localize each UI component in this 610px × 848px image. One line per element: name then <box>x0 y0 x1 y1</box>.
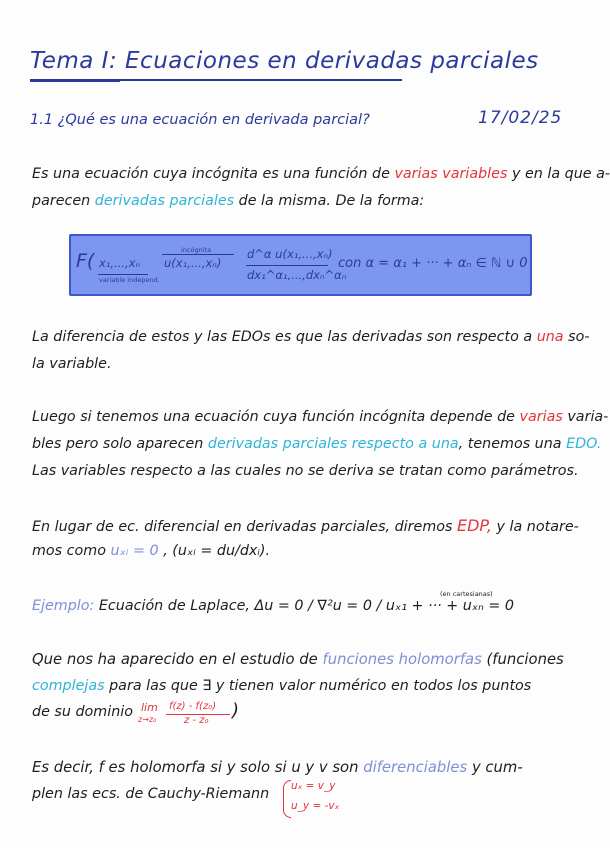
p3-text2-mid: , tenemos una <box>458 436 562 452</box>
p4-highlight-notation: uₓᵢ = 0 <box>110 543 159 559</box>
p6-text-end: y cum- <box>471 759 523 776</box>
limit-lim: lim <box>141 701 158 714</box>
p1-text2: parecen <box>32 193 91 209</box>
p6-line1 <box>32 759 523 776</box>
page-title: Tema I: Ecuaciones en derivadas parciales <box>30 48 539 74</box>
cr-equation-2: u_y = -vₓ <box>291 800 340 812</box>
limit-numerator: f(z) - f(z₀) <box>169 701 217 712</box>
p4-text-end: y la notare- <box>496 519 579 535</box>
formula-over-u: incógnita <box>181 246 212 254</box>
p2-text-end: so- <box>568 329 590 345</box>
p6-text: Es decir, f es holomorfa si y solo si u y v son <box>32 759 359 776</box>
p1-text2-end: de la misma. De la forma: <box>238 193 425 209</box>
limit-sub: z→z₀ <box>138 715 157 724</box>
p2-line2: la variable. <box>32 356 112 372</box>
title-underline-accent <box>30 81 120 82</box>
p1-text: Es una ecuación cuya incógnita es una función de <box>32 166 390 182</box>
limit-close-paren: ) <box>232 700 240 721</box>
date-label: 17/02/25 <box>478 108 563 128</box>
formula-u-term: u(x₁,...,xₙ) <box>164 256 222 270</box>
p3-highlight-derivadas: derivadas parciales respecto a una <box>207 436 459 452</box>
p6-line2: plen las ecs. de Cauchy-Riemann <box>32 786 270 802</box>
p4-line1 <box>32 516 579 535</box>
p3-line2 <box>32 436 601 452</box>
formula-underline-x <box>98 274 148 275</box>
p5-line2 <box>32 678 531 694</box>
p3-text: Luego si tenemos una ecuación cuya función incógnita depende de <box>32 409 515 425</box>
p5-line1 <box>32 651 564 668</box>
p1-line1 <box>32 166 610 182</box>
formula-under-x: variable independ. <box>99 276 160 284</box>
limit-denominator: z - z₀ <box>184 715 209 726</box>
formula-x-args: x₁,...,xₙ <box>99 256 141 270</box>
example-line <box>32 598 514 614</box>
p1-text-end: y en la que a- <box>511 166 610 182</box>
formula-denominator: dx₁^α₁,...,dxₙ^αₙ <box>247 268 347 282</box>
p2-highlight-una: una <box>536 329 564 345</box>
p1-highlight-derivadas: derivadas parciales <box>94 193 235 209</box>
p3-line3: Las variables respecto a las cuales no se deriva se tratan como parámetros. <box>32 463 579 479</box>
p3-text2: bles pero solo aparecen <box>32 436 204 452</box>
section-heading <box>30 112 370 128</box>
p6-highlight-diferenciables: diferenciables <box>363 759 468 776</box>
p5-highlight-holomorfas: funciones holomorfas <box>322 651 482 668</box>
p2-text: La diferencia de estos y las EDOs es que las derivadas son respecto a <box>32 329 533 345</box>
p3-text-end: varia- <box>567 409 609 425</box>
formula-fraction-bar <box>246 265 328 266</box>
example-note: (en cartesianas) <box>440 590 493 598</box>
formula-condition: con α = α₁ + ··· + αₙ ∈ ℕ ∪ 0 <box>338 256 528 271</box>
p5-text2: para las que ∃ y tienen valor numérico en todos los puntos <box>109 678 532 694</box>
example-text: Ecuación de Laplace, Δu = 0 / ∇²u = 0 / uₓ₁ + ··· + uₓₙ = 0 <box>98 598 515 614</box>
p4-line2 <box>32 543 270 559</box>
formula-overline-u <box>162 254 234 255</box>
p5-highlight-complejas: complejas <box>32 678 105 694</box>
cr-equation-1: uₓ = v_y <box>291 780 336 792</box>
p5-text-end: (funciones <box>486 651 564 668</box>
p4-text2-end: , (uₓᵢ = du/dxᵢ). <box>163 543 271 559</box>
cauchy-riemann-brace <box>283 780 291 818</box>
p4-highlight-edp: EDP, <box>457 516 492 535</box>
section-title: ¿Qué es una ecuación en derivada parcial? <box>57 112 370 128</box>
p5-text: Que nos ha aparecido en el estudio de <box>32 651 318 668</box>
example-label: Ejemplo: <box>32 598 95 614</box>
p4-text2: mos como <box>32 543 106 559</box>
p4-text: En lugar de ec. diferencial en derivadas parciales, diremos <box>32 519 453 535</box>
section-number: 1.1 <box>30 112 54 128</box>
p3-line1 <box>32 409 608 425</box>
p3-highlight-varias: varias <box>519 409 563 425</box>
formula-f: F( <box>76 250 95 272</box>
p2-line1 <box>32 329 589 345</box>
p3-highlight-edo: EDO. <box>566 436 602 452</box>
p5-line3: de su dominio <box>32 704 133 720</box>
formula-numerator: d^α u(x₁,...,xₙ) <box>247 247 333 261</box>
p1-line2 <box>32 193 424 209</box>
p1-highlight-varias: varias variables <box>394 166 508 182</box>
